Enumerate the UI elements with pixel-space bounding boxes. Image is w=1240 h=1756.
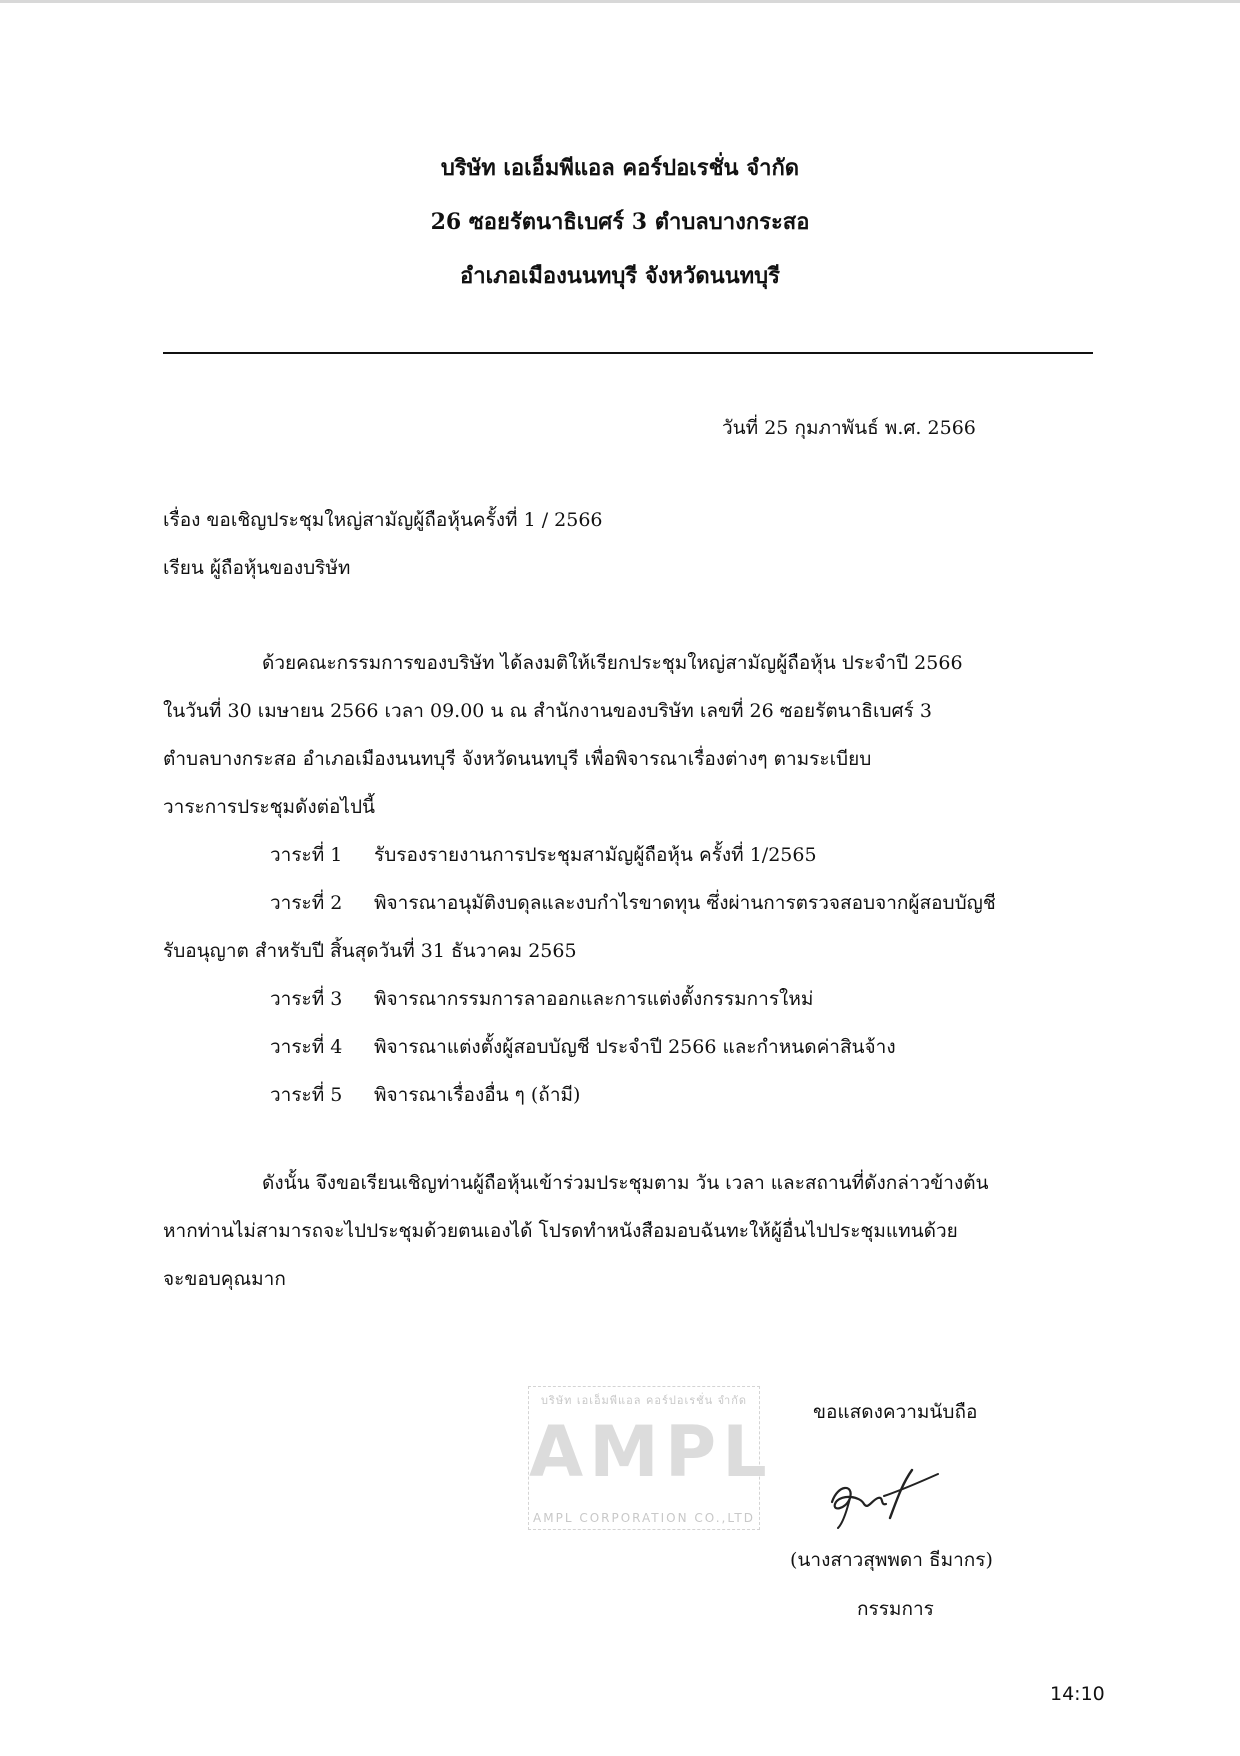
agenda-text: พิจารณาอนุมัติงบดุลและงบกำไรขาดทุน ซึ่งผ่านการตรวจสอบจากผู้สอบบัญชี bbox=[374, 892, 996, 914]
body-line-1: ด้วยคณะกรรมการของบริษัท ได้ลงมติให้เรียกประชุมใหญ่สามัญผู้ถือหุ้น ประจำปี 2566 bbox=[262, 652, 963, 674]
stamp-logo: AMPL bbox=[529, 1411, 773, 1493]
agenda-text: พิจารณากรรมการลาออกและการแต่งตั้งกรรมการใหม่ bbox=[374, 988, 814, 1010]
company-stamp bbox=[528, 1386, 773, 1530]
company-name: บริษัท เอเอ็มพีแอล คอร์ปอเรชั่น จำกัด bbox=[440, 155, 800, 181]
company-address-line2: อำเภอเมืองนนทบุรี จังหวัดนนทบุรี bbox=[460, 263, 780, 289]
signatory-title: กรรมการ bbox=[857, 1598, 934, 1620]
closing-line-2: หากท่านไม่สามารถจะไปประชุมด้วยตนเองได้ โปรดทำหนังสือมอบฉันทะให้ผู้อื่นไปประชุมแทนด้วย bbox=[163, 1220, 958, 1242]
closing-line-1: ดังนั้น จึงขอเรียนเชิญท่านผู้ถือหุ้นเข้าร่วมประชุมตาม วัน เวลา และสถานที่ดังกล่าวข้างต้น bbox=[262, 1172, 989, 1194]
stamp-bottom-text: AMPL CORPORATION CO.,LTD bbox=[533, 1511, 755, 1525]
agenda-label: วาระที่ 1 bbox=[270, 844, 343, 866]
agenda-text: พิจารณาแต่งตั้งผู้สอบบัญชี ประจำปี 2566 และกำหนดค่าสินจ้าง bbox=[374, 1036, 896, 1058]
handwritten-signature bbox=[820, 1462, 950, 1532]
stamp-top-text: บริษัท เอเอ็มพีแอล คอร์ปอเรชั่น จำกัด bbox=[540, 1394, 748, 1407]
agenda-label: วาระที่ 4 bbox=[270, 1036, 343, 1058]
agenda-label: วาระที่ 5 bbox=[270, 1084, 343, 1106]
page-number: 14:10 bbox=[1050, 1683, 1105, 1705]
body-line-2: ในวันที่ 30 เมษายน 2566 เวลา 09.00 น ณ สำนักงานของบริษัท เลขที่ 26 ซอยรัตนาธิเบศร์ 3 bbox=[163, 700, 932, 722]
header-divider bbox=[163, 352, 1093, 354]
agenda-label: วาระที่ 3 bbox=[270, 988, 343, 1010]
agenda-label: วาระที่ 2 bbox=[270, 892, 343, 914]
letter-date: วันที่ 25 กุมภาพันธ์ พ.ศ. 2566 bbox=[722, 417, 976, 439]
agenda-text: พิจารณาเรื่องอื่น ๆ (ถ้ามี) bbox=[374, 1084, 581, 1106]
letter-recipient: เรียน ผู้ถือหุ้นของบริษัท bbox=[163, 557, 351, 579]
agenda-text: รับรองรายงานการประชุมสามัญผู้ถือหุ้น ครั้งที่ 1/2565 bbox=[374, 844, 817, 866]
body-line-4: วาระการประชุมดังต่อไปนี้ bbox=[163, 796, 375, 818]
closing-line-3: จะขอบคุณมาก bbox=[163, 1268, 286, 1290]
company-address-line1: 26 ซอยรัตนาธิเบศร์ 3 ตำบลบางกระสอ bbox=[430, 209, 810, 235]
closing-regards: ขอแสดงความนับถือ bbox=[813, 1401, 978, 1423]
top-edge-line bbox=[0, 0, 1240, 3]
letter-subject: เรื่อง ขอเชิญประชุมใหญ่สามัญผู้ถือหุ้นครั้งที่ 1 / 2566 bbox=[163, 509, 603, 531]
body-line-3: ตำบลบางกระสอ อำเภอเมืองนนทบุรี จังหวัดนนทบุรี เพื่อพิจารณาเรื่องต่างๆ ตามระเบียบ bbox=[163, 748, 872, 770]
agenda-text-continued: รับอนุญาต สำหรับปี สิ้นสุดวันที่ 31 ธันวาคม 2565 bbox=[163, 940, 577, 962]
signatory-name: (นางสาวสุพพดา ธีมากร) bbox=[790, 1549, 993, 1571]
